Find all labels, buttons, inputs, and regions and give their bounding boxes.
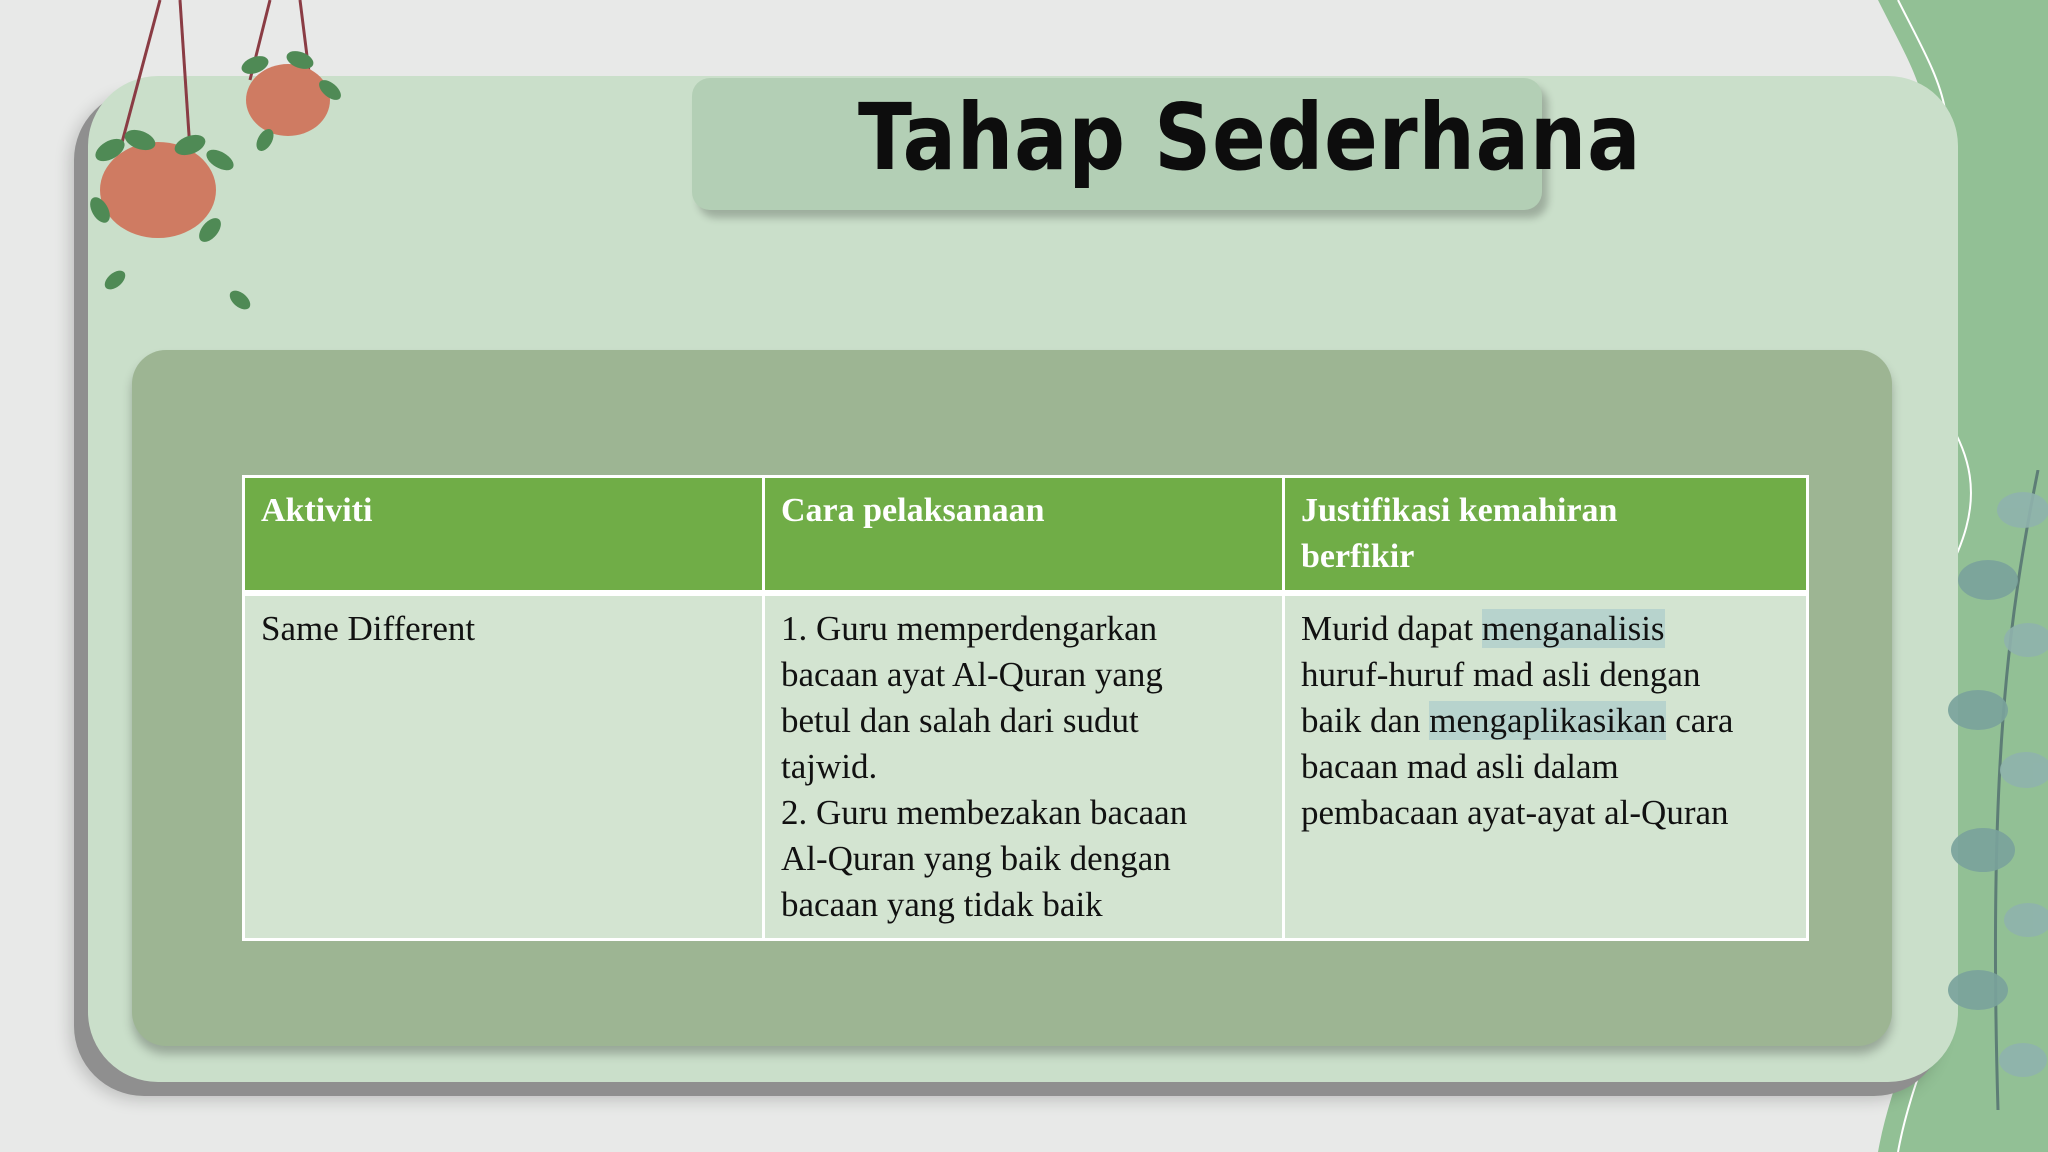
justifikasi-text: baik dan (1301, 701, 1430, 740)
cara-line: tajwid. (781, 747, 878, 786)
justifikasi-text: Murid dapat (1301, 609, 1482, 648)
cell-aktiviti: Same Different (244, 593, 764, 940)
justifikasi-line (1301, 606, 1792, 652)
table-header-row (244, 477, 1808, 594)
cara-line: 2. Guru membezakan bacaan (781, 793, 1188, 832)
header-aktiviti: Aktiviti (244, 477, 764, 594)
justifikasi-text: cara (1666, 701, 1734, 740)
cara-line: betul dan salah dari sudut (781, 701, 1139, 740)
cell-cara-pelaksanaan (764, 593, 1284, 940)
justifikasi-line: bacaan mad asli dalam (1301, 747, 1619, 786)
cara-line: Al-Quran yang baik dengan (781, 839, 1171, 878)
cara-line: 1. Guru memperdengarkan (781, 609, 1158, 648)
cell-justifikasi (1284, 593, 1808, 940)
highlight-mengaplikasikan: mengaplikasikan (1429, 701, 1667, 740)
justifikasi-line: huruf-huruf mad asli dengan (1301, 655, 1701, 694)
justifikasi-line (1301, 698, 1792, 744)
table-row (244, 593, 1808, 940)
header-justifikasi (1284, 477, 1808, 594)
activity-table (242, 475, 1809, 941)
cara-line: bacaan yang tidak baik (781, 885, 1103, 924)
slide-title: Tahap Sederhana (858, 84, 1642, 191)
justifikasi-line: pembacaan ayat-ayat al-Quran (1301, 793, 1729, 832)
header-cara-pelaksanaan: Cara pelaksanaan (764, 477, 1284, 594)
eucalyptus-leaf-icon (1928, 470, 2048, 1110)
title-banner (692, 78, 1642, 210)
cara-line: bacaan ayat Al-Quran yang (781, 655, 1163, 694)
header-justifikasi-line1: Justifikasi kemahiran (1301, 492, 1618, 529)
header-justifikasi-line2: berfikir (1301, 538, 1415, 575)
highlight-menganalisis: menganalisis (1481, 609, 1665, 648)
hanging-plant-icon (40, 0, 380, 340)
